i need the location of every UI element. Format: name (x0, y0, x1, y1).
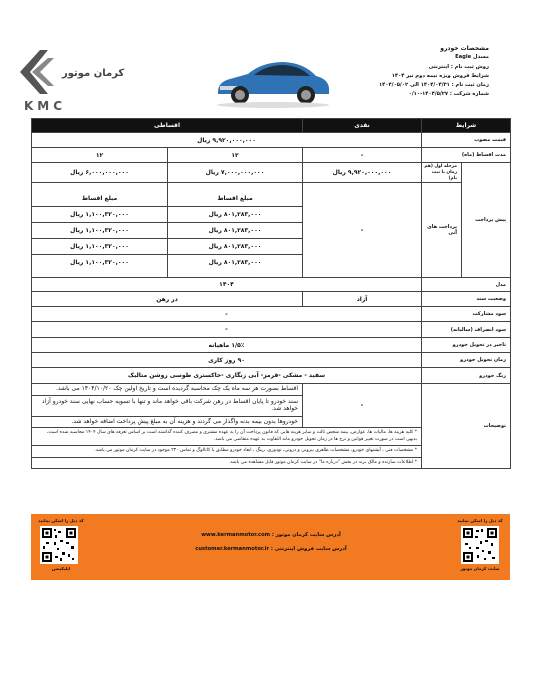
installment-value: ۸۰۱,۲۸۳,۰۰۰ ریال (168, 206, 302, 222)
left-qr-caption-top: کد ذیل را اسکن نمایید (38, 518, 84, 523)
cancel-value: - (32, 322, 422, 338)
table-row (32, 338, 511, 353)
table-row (32, 148, 511, 163)
model-value: ۱۴۰۴ (32, 278, 422, 292)
color-value: سفید - مشکی -قرمز- آبی زنگاری -خاکستری طوسی روشن متالیک (32, 368, 422, 384)
duration-cash: - (303, 148, 422, 163)
note-installment: سند خودرو تا پایان اقساط در رهن شرکت باقی خواهد ماند و تنها با تسویه حساب نهایی سند خودرو آزاد خواهد شد. (32, 395, 303, 416)
table-row (32, 368, 511, 384)
left-qr-caption: اپلیکیشن (51, 566, 71, 571)
stage1-cash: ۹,۹۲۰,۰۰۰,۰۰۰ ریال (303, 163, 422, 183)
head-terms: شرایط (422, 119, 511, 133)
installment-value: ۱,۱۰۰,۳۲۰,۰۰۰ ریال (32, 238, 167, 254)
note-installment: اقساط بصورت هر سه ماه یک چک محاسبه گردیده است و تاریخ اولین چک ۱۴۰۴/۱۰/۲۰ می باشد. (32, 384, 303, 396)
table-row (32, 353, 511, 368)
installment-value: ۸۰۱,۲۸۳,۰۰۰ ریال (168, 222, 302, 238)
delivery-value: ۹۰ روز کاری (32, 353, 422, 368)
site-label: آدرس سایت کرمان موتور : (271, 532, 341, 538)
table-row (32, 278, 511, 292)
prepay-label: پیش پرداخت (462, 163, 511, 278)
title-line: مشخصات خودرو (440, 45, 489, 52)
table-head (32, 119, 511, 133)
installments-a (168, 183, 303, 278)
table-row (32, 163, 511, 183)
installment-value: ۸۰۱,۲۸۳,۰۰۰ ریال (208, 258, 262, 266)
site-qr-code[interactable] (461, 526, 499, 564)
color-label: رنگ خودرو (422, 368, 511, 384)
duration-label: مدت اقساط (ماه) (422, 148, 511, 163)
kmc-logo (18, 38, 136, 118)
footer-bar (31, 514, 510, 580)
future-cash: - (303, 183, 422, 278)
brand-name: کرمان موتور (62, 68, 125, 79)
future-label: پرداخت های آتی (422, 183, 462, 278)
site-address (151, 532, 391, 538)
model-label: مدل (422, 278, 511, 292)
notes-cash: - (303, 384, 422, 428)
table-row (32, 183, 511, 278)
title-line: روش ثبت نام : اینترنتی (428, 63, 489, 70)
title-line: زمان ثبت نام : ۱۴۰۴/۰۴/۳۱ الی ۱۴۰۴/۰۵/۰۲ (379, 82, 489, 89)
table-row (32, 292, 511, 307)
stage1-b: ۶,۰۰۰,۰۰۰,۰۰۰ ریال (32, 163, 168, 183)
delivery-label: زمان تحویل خودرو (422, 353, 511, 368)
table-row (32, 307, 511, 322)
car-image (212, 52, 334, 110)
cancel-label: سود انصراف (سالیانه) (422, 322, 511, 338)
doc-cash: آزاد (303, 292, 422, 307)
installment-value: ۱,۱۰۰,۳۲۰,۰۰۰ ریال (70, 258, 129, 266)
head-installments: اقساطی (32, 119, 303, 133)
duration-a: ۱۲ (168, 148, 303, 163)
brand-logo-text: KMC (24, 99, 67, 113)
partnership-label: سود مشارکت (422, 307, 511, 322)
installment-value: ۱,۱۰۰,۳۲۰,۰۰۰ ریال (32, 206, 167, 222)
delay-value: ۱/۵٪ ماهیانه (32, 338, 422, 353)
table-row (32, 322, 511, 338)
note-installment: خودروها بدون بیمه بدنه واگذار می گردند و هزینه آن به مبلغ پیش پرداخت اضافه خواهد شد. (32, 416, 303, 428)
shop-label: آدرس سایت فروش اینترنتی : (270, 546, 347, 552)
delay-label: تاخیر در تحویل خودرو (422, 338, 511, 353)
table-row (32, 133, 511, 148)
partnership-value: - (32, 307, 422, 322)
installment-header: مبلغ اقساط (32, 191, 167, 207)
stage1-label: مرحله اول (هم زمان با ثبت نام) (422, 163, 462, 183)
right-qr-caption-top: کد ذیل را اسکن نمایید (457, 518, 503, 523)
installments-b (32, 183, 168, 278)
app-qr-code[interactable] (40, 526, 78, 564)
doc-inst: در رهن (32, 292, 303, 307)
doc-label: وضعیت سند (422, 292, 511, 307)
notes-general (32, 428, 422, 469)
note-general: * اطلاعات سازنده و مالک برند در بخش "درباره ما" در سایت کرمان موتور قابل مشاهده می باشد. (228, 459, 418, 465)
note-general: * کلیه هزینه ها، مالیات ها، عوارض، بیمه شخص ثالث و سایر هزینه هایی که قانون پرداخت آن را به عهده مشتری و مصرف کننده گذاشته است بر اساس تعرفه های سال ۱۴۰۴ محاسبه شده است، بدیهی است در صورت تغییر قوانین و نرخ ها در زمان تحویل خودرو مابه التفاوت به عهده متقاضی می باشد. (32, 428, 421, 446)
title-line: شرایط فروش ویژه نیمه دوم تیر ۱۴۰۴ (391, 72, 489, 79)
shop-url-link[interactable]: customer.kermanmotor.ir (195, 546, 270, 552)
title-line: شماره شرکت : ۱۴۰۴/۵/۲۷-۰/۱۰ (408, 91, 489, 98)
title-line: مسدل Eagle (455, 54, 489, 61)
duration-b: ۱۲ (32, 148, 168, 163)
shop-address (151, 546, 391, 552)
title-block (319, 44, 489, 100)
note-general: * مشخصات فنی ، آپشنهای خودرو، مشخصات ظاهری بیرونی و درونی، تودوزی، رینگ ، ابعاد خودرو مطابق با کاتالوگ و تماس ۲۳۰ موجود در سایت کرمان موتور می باشد. (32, 446, 421, 458)
notes-label: توضیحات (422, 384, 511, 469)
stage1-a: ۷,۰۰۰,۰۰۰,۰۰۰ ریال (168, 163, 303, 183)
site-url-link[interactable]: www.kermanmotor.com (201, 532, 271, 538)
head-cash: نقدی (303, 119, 422, 133)
price-table (31, 118, 511, 469)
price-label: قیمت مصوب (422, 133, 511, 148)
right-qr-caption: سایت کرمان موتور (460, 566, 500, 571)
installment-header: مبلغ اقساط (168, 191, 302, 207)
installment-value: ۱,۱۰۰,۳۲۰,۰۰۰ ریال (32, 222, 167, 238)
table-row (32, 384, 511, 396)
installment-value: ۸۰۱,۲۸۳,۰۰۰ ریال (168, 238, 302, 254)
price-value: ۹,۹۲۰,۰۰۰,۰۰۰ ریال (32, 133, 422, 148)
